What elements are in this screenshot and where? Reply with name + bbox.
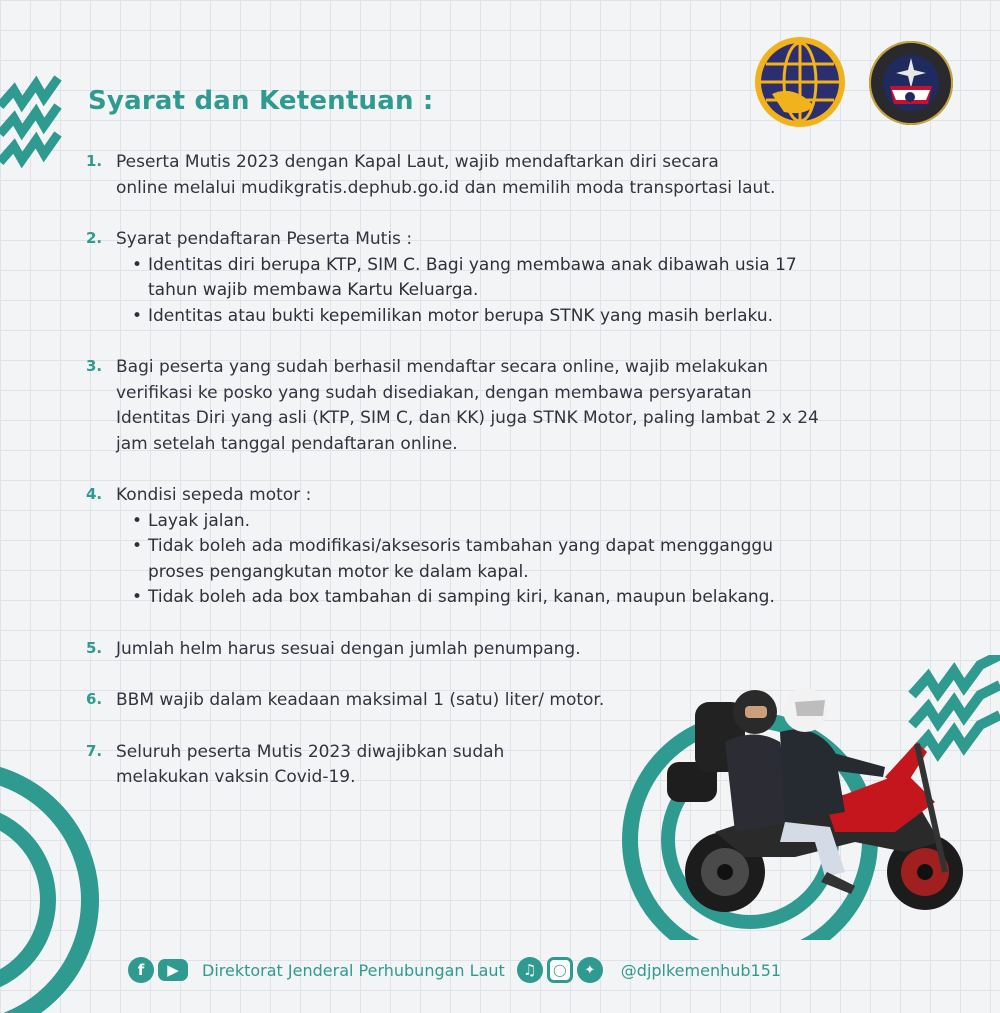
list-item bbox=[86, 150, 916, 201]
bullet-text-line: • Identitas atau bukti kepemilikan motor berupa STNK yang masih berlaku. bbox=[148, 305, 774, 326]
item-number: 2. bbox=[86, 229, 103, 247]
list-item bbox=[86, 637, 916, 663]
bullet-text-line: • Tidak boleh ada modifikasi/aksesoris tambahan yang dapat mengganggu bbox=[148, 536, 773, 556]
ring-decoration-bottom-left bbox=[0, 760, 110, 1013]
item-text-line: online melalui mudikgratis.dephub.go.id dan memilih moda transportasi laut. bbox=[116, 177, 776, 198]
page-title: Syarat dan Ketentuan : bbox=[88, 86, 434, 116]
item-text-line: Seluruh peserta Mutis 2023 diwajibkan sudah bbox=[116, 741, 505, 762]
item-text-line: BBM wajib dalam keadaan maksimal 1 (satu) liter/ motor. bbox=[116, 690, 605, 710]
djpl-emblem-logo bbox=[868, 40, 954, 126]
item-number: 1. bbox=[86, 152, 103, 170]
facebook-icon[interactable]: f bbox=[128, 957, 154, 983]
item-text-line: Jumlah helm harus sesuai dengan jumlah penumpang. bbox=[116, 638, 581, 659]
bullet-item bbox=[132, 253, 916, 304]
bullet-text-line: • Tidak boleh ada box tambahan di samping kiri, kanan, maupun belakang. bbox=[148, 587, 775, 607]
item-text-line: Bagi peserta yang sudah berhasil mendaftar secara online, wajib melakukan bbox=[116, 357, 769, 377]
item-text-line: Identitas Diri yang asli (KTP, SIM C, dan KK) juga STNK Motor, paling lambat 2 x 24 bbox=[116, 408, 819, 428]
item-text-line: jam setelah tanggal pendaftaran online. bbox=[116, 433, 458, 454]
youtube-icon[interactable]: ▶ bbox=[158, 959, 188, 981]
footer bbox=[128, 955, 781, 985]
item-text-line: melakukan vaksin Covid-19. bbox=[116, 767, 356, 787]
bullet-text-line: • Identitas diri berupa KTP, SIM C. Bagi yang membawa anak dibawah usia 17 bbox=[148, 254, 797, 275]
zigzag-decoration-top-left bbox=[0, 70, 70, 170]
item-text-line: Peserta Mutis 2023 dengan Kapal Laut, wajib mendaftarkan diri secara bbox=[116, 152, 719, 172]
item-number: 6. bbox=[86, 690, 103, 708]
bullet-item bbox=[132, 585, 916, 611]
list-item bbox=[86, 227, 916, 329]
bullet-list bbox=[132, 509, 916, 611]
bullet-text-line: tahun wajib membawa Kartu Keluarga. bbox=[148, 280, 479, 300]
twitter-icon[interactable]: ✦ bbox=[577, 957, 603, 983]
footer-handle: @djplkemenhub151 bbox=[620, 960, 782, 980]
list-item bbox=[86, 483, 916, 611]
item-number: 3. bbox=[86, 357, 103, 375]
footer-org-name: Direktorat Jenderal Perhubungan Laut bbox=[202, 960, 505, 980]
item-number: 4. bbox=[86, 485, 103, 503]
motorcycle-riders-illustration bbox=[655, 672, 975, 922]
item-text-line: Syarat pendaftaran Peserta Mutis : bbox=[116, 229, 413, 249]
bullet-item bbox=[132, 509, 916, 535]
bullet-list bbox=[132, 253, 916, 330]
instagram-icon[interactable]: ◯ bbox=[547, 957, 573, 983]
item-number: 5. bbox=[86, 638, 103, 657]
bullet-text-line: • Layak jalan. bbox=[148, 510, 251, 531]
list-item bbox=[86, 355, 916, 457]
item-number: 7. bbox=[86, 741, 103, 760]
item-text-line: Kondisi sepeda motor : bbox=[116, 485, 312, 505]
item-text-line: verifikasi ke posko yang sudah disediakan, dengan membawa persyaratan bbox=[116, 382, 752, 403]
kemenhub-logo bbox=[754, 36, 846, 128]
tiktok-icon[interactable]: ♫ bbox=[517, 957, 543, 983]
bullet-item bbox=[132, 534, 916, 585]
bullet-text-line: proses pengangkutan motor ke dalam kapal. bbox=[148, 561, 529, 582]
bullet-item bbox=[132, 304, 916, 330]
